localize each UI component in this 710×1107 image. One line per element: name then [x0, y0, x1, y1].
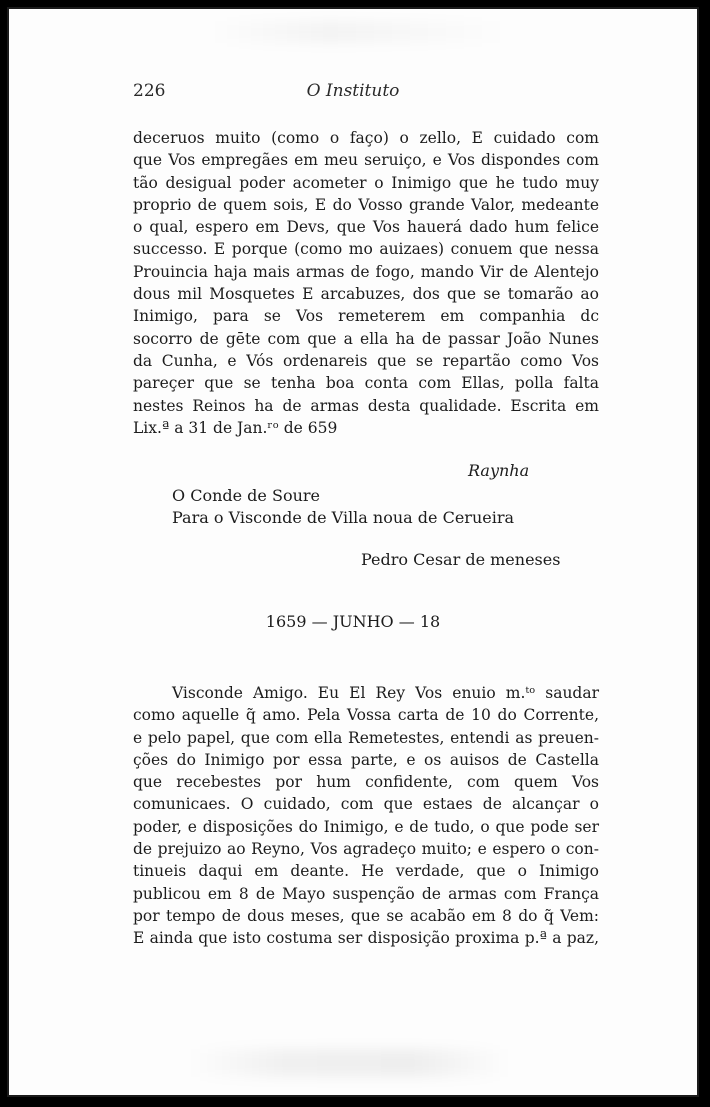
text-line: dous mil Mosquetes E arcabuzes, dos que se tomarão ao: [133, 285, 599, 304]
text-line: deceruos muito (como o faço) o zello, E cuidado com: [133, 129, 599, 147]
text-line: e pelo papel, que com ella Remetestes, entendi as preuen-: [133, 728, 599, 747]
letter-1-paragraph: [133, 127, 599, 439]
letter-2-paragraph: [133, 682, 599, 950]
secretary-signature: Pedro Cesar de meneses: [361, 550, 561, 569]
text-line: tão desigual poder acometer o Inimigo que he tudo muy: [133, 173, 599, 192]
text-line: poder, e disposições do Inimigo, e de tudo, o que pode ser: [133, 817, 599, 836]
text-line: pareçer que se tenha boa conta com Ellas, polla falta: [133, 374, 599, 393]
text-line: que recebestes por hum confidente, com quem Vos: [133, 773, 599, 792]
text-line: publicou em 8 de Mayo suspenção de armas com França: [133, 884, 599, 903]
text-line: socorro de gēte com que a ella ha de passar João Nunes: [133, 329, 599, 348]
text-line: ções do Inimigo por essa parte, e os auisos de Castella: [133, 750, 599, 769]
text-line: que Vos empregães em meu seruiço, e Vos dispondes com: [133, 151, 599, 170]
text-line: por tempo de dous meses, que se acabão em 8 do q̃ Vem:: [133, 906, 599, 925]
text-line: tinueis daqui em deante. He verdade, que o Inimigo: [133, 862, 599, 881]
signature-queen: Raynha: [468, 461, 530, 480]
text-line: comunicaes. O cuidado, com que estaes de alcançar o: [133, 795, 599, 814]
text-line: proprio de quem sois, E do Vosso grande Valor, medeante: [133, 195, 599, 214]
text-line: successo. E porque (como mo auizaes) conuem que nessa: [133, 240, 599, 259]
page-number: 226: [133, 81, 166, 101]
text-line: o qual, espero em Devs, que Vos hauerá dado hum felice: [133, 218, 599, 237]
section-dateline: 1659 — JUNHO — 18: [265, 612, 441, 631]
text-line: Visconde Amigo. Eu El Rey Vos enuio m.ᵗᵒ saudar: [172, 684, 599, 702]
addressee-line-1: O Conde de Soure: [172, 486, 320, 505]
text-line: da Cunha, e Vós ordenareis que se repartão como Vos: [133, 351, 599, 370]
text-line: Prouincia haja mais armas de fogo, mando Vir de Alentejo: [133, 262, 599, 281]
document-page: [7, 7, 699, 1097]
text-line: como aquelle q̃ amo. Pela Vossa carta de 10 do Corrente,: [133, 706, 599, 725]
bleed-through-shadow: [209, 21, 509, 43]
bleed-through-shadow: [189, 1049, 509, 1077]
text-line: Lix.ª a 31 de Jan.ʳᵒ de 659: [133, 418, 338, 437]
text-line: Inimigo, para se Vos remeterem em companhia dc: [133, 307, 599, 326]
addressee-line-2: Para o Visconde de Villa noua de Cerueira: [172, 508, 515, 527]
text-line: nestes Reinos ha de armas desta qualidade. Escrita em: [133, 396, 599, 415]
page-header: [9, 81, 697, 105]
text-line: E ainda que isto costuma ser disposição proxima p.ª a paz,: [133, 929, 599, 948]
running-title: O Instituto: [306, 81, 400, 101]
text-line: de prejuizo ao Reyno, Vos agradeço muito; e espero o con-: [133, 840, 599, 859]
